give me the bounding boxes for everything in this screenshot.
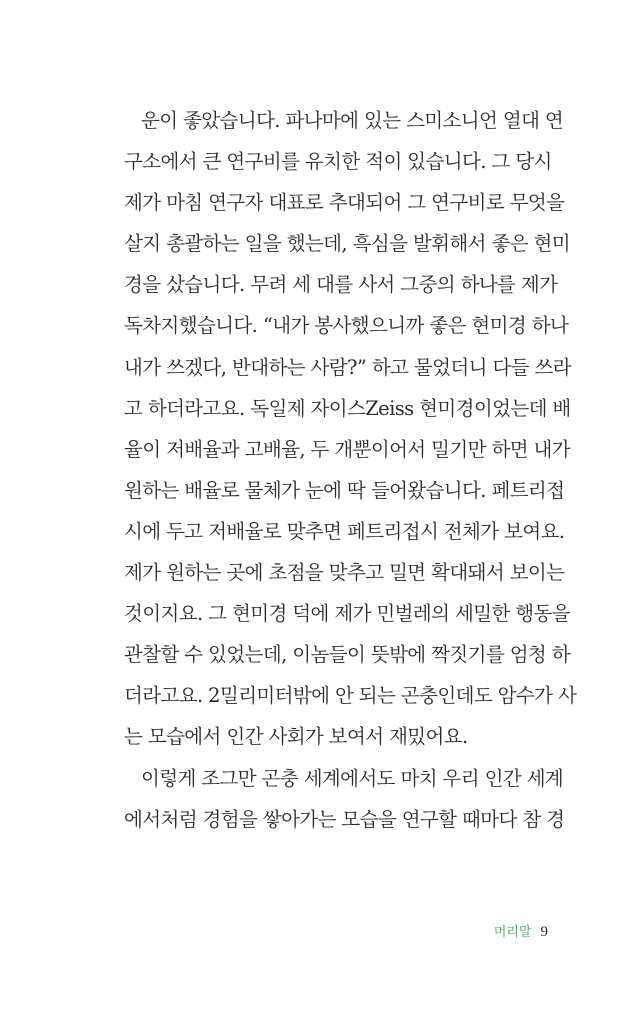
- body-text: [124, 100, 577, 840]
- paragraph-line: 율이 저배율과 고배율, 두 개뿐이어서 밀기만 하면 내가: [124, 437, 571, 461]
- page-number: 9: [540, 924, 548, 940]
- paragraph-line: 내가 쓰겠다, 반대하는 사람?” 하고 물었더니 다들 쓰라: [124, 355, 571, 379]
- paragraph-line: 제가 마침 연구자 대표로 추대되어 그 연구비로 무엇을: [124, 191, 565, 215]
- paragraph-line: 더라고요. 2밀리미터밖에 안 되는 곤충인데도 암수가 사: [124, 684, 577, 708]
- paragraph-line: 이렇게 조그만 곤충 세계에서도 마치 우리 인간 세계: [141, 766, 564, 790]
- paragraph-line: 구소에서 큰 연구비를 유치한 적이 있습니다. 그 당시: [124, 150, 552, 174]
- paragraph-line: 살지 총괄하는 일을 했는데, 흑심을 발휘해서 좋은 현미: [124, 232, 571, 256]
- paragraph-line: 운이 좋았습니다. 파나마에 있는 스미소니언 열대 연: [141, 109, 564, 132]
- paragraph-line: 제가 원하는 곳에 초점을 맞추고 밀면 확대돼서 보이는: [124, 561, 565, 585]
- page-footer: [494, 921, 548, 941]
- paragraph-line: 관찰할 수 있었는데, 이놈들이 뜻밖에 짝짓기를 엄청 하: [124, 643, 571, 667]
- paragraph-line: 에서처럼 경험을 쌓아가는 모습을 연구할 때마다 참 경: [124, 807, 565, 831]
- paragraph-line: 는 모습에서 인간 사회가 보여서 재밌어요.: [124, 725, 468, 749]
- paragraph-line: 독차지했습니다. “내가 봉사했으니까 좋은 현미경 하나: [124, 314, 569, 338]
- paragraph-line: 원하는 배율로 물체가 눈에 딱 들어왔습니다. 페트리접: [124, 478, 565, 502]
- paragraph-line: 고 하더라고요. 독일제 자이스Zeiss 현미경이었는데 배: [124, 396, 571, 420]
- paragraph-line: 경을 샀습니다. 무려 세 대를 사서 그중의 하나를 제가: [124, 273, 558, 297]
- paragraph-line: 것이지요. 그 현미경 덕에 제가 민벌레의 세밀한 행동을: [124, 602, 571, 626]
- paragraph-line: 시에 두고 저배율로 맞추면 페트리접시 전체가 보여요.: [124, 519, 565, 543]
- running-header-section-title: 머리말: [493, 925, 532, 940]
